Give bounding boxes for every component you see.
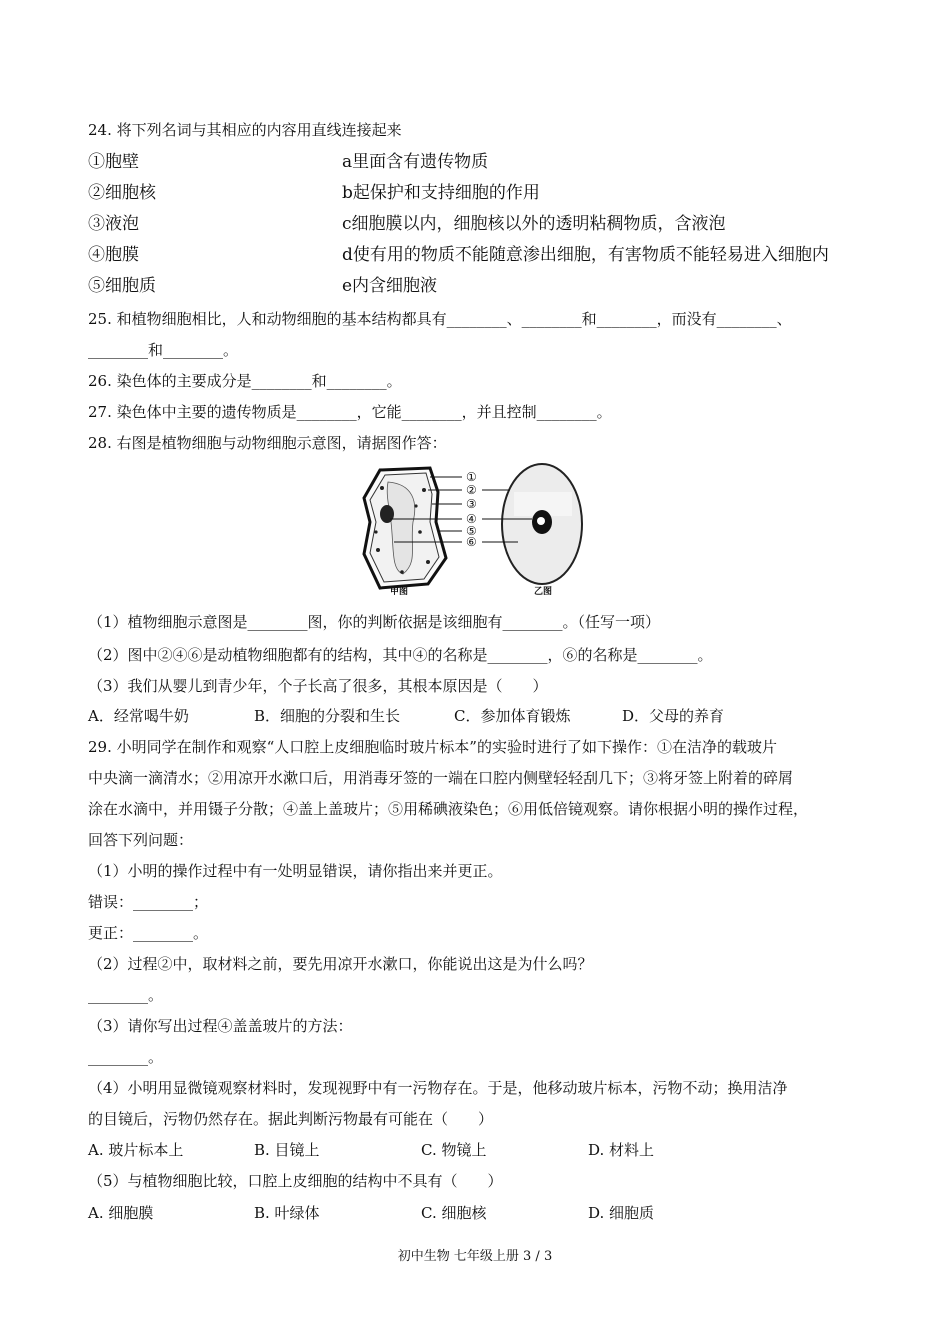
q28-sub-2: （2）图中②④⑥是动植物细胞都有的结构，其中④的名称是________，⑥的名称是________。 xyxy=(88,646,713,664)
label-5: ⑤ xyxy=(466,524,477,538)
q29-sub-4-options xyxy=(88,1140,848,1160)
label-6: ⑥ xyxy=(466,535,477,549)
q27: 27. 染色体中主要的遗传物质是________，它能________，并且控制________。 xyxy=(88,403,612,421)
option-c: C．参加体育锻炼 xyxy=(454,707,571,725)
q29-sub-2-answer: ________。 xyxy=(88,986,164,1004)
q24-stem: 24. 将下列名词与其相应的内容用直线连接起来 xyxy=(88,121,402,139)
q28-options xyxy=(88,706,848,726)
label-3: ③ xyxy=(466,497,477,511)
page-footer: 初中生物 七年级上册 3 / 3 xyxy=(397,1249,553,1264)
q24-row-3 xyxy=(88,213,726,235)
q25-line-1: 25. 和植物细胞相比，人和动物细胞的基本结构都具有________、________和________，而没有________、 xyxy=(88,310,792,328)
q29-sub-4-line-2: 的目镜后，污物仍然存在。据此判断污物最有可能在（ ） xyxy=(88,1110,494,1128)
option-b: B．细胞的分裂和生长 xyxy=(254,707,401,725)
q26: 26. 染色体的主要成分是________和________。 xyxy=(88,372,402,390)
q24-term: ②细胞核 xyxy=(88,183,156,203)
q29-stem-line-1: 29. 小明同学在制作和观察“人口腔上皮细胞临时玻片标本”的实验时进行了如下操作：①在洁净的载玻片 xyxy=(88,738,777,756)
option-d: D．父母的养育 xyxy=(622,707,725,725)
q24-term: ③液泡 xyxy=(88,214,139,234)
q24-term: ④胞膜 xyxy=(88,245,139,265)
nucleolus xyxy=(537,517,545,525)
option-a: A．经常喝牛奶 xyxy=(88,707,189,725)
cell-diagram xyxy=(358,462,588,600)
q29-error-line: 错误：________； xyxy=(88,893,209,911)
q29-stem-line-3: 涂在水滴中，并用镊子分散；④盖上盖玻片；⑤用稀碘液染色；⑥用低倍镜观察。请你根据小明的操作过程， xyxy=(88,800,809,818)
q24-row-5 xyxy=(88,275,438,297)
figure-labels xyxy=(466,470,477,549)
plant-nucleus xyxy=(380,505,394,523)
option-c: C. 物镜上 xyxy=(421,1141,487,1159)
q24-row-4 xyxy=(88,244,829,266)
option-d: D. 材料上 xyxy=(588,1141,655,1159)
q28-sub-3: （3）我们从婴儿到青少年，个子长高了很多，其根本原因是（ ） xyxy=(88,677,548,695)
q29-sub-3-answer: ________。 xyxy=(88,1048,164,1066)
caption-yi: 乙图 xyxy=(534,587,553,597)
label-1: ① xyxy=(466,470,477,484)
q24-desc: a里面含有遗传物质 xyxy=(342,152,489,172)
q29-stem-line-4: 回答下列问题： xyxy=(88,831,194,849)
q29-sub-5: （5）与植物细胞比较，口腔上皮细胞的结构中不具有（ ） xyxy=(88,1172,503,1190)
plant-cell xyxy=(364,468,446,588)
option-a: A. 细胞膜 xyxy=(88,1204,154,1222)
option-d: D. 细胞质 xyxy=(588,1204,655,1222)
q24-row-2 xyxy=(88,182,540,204)
q24-desc: e内含细胞液 xyxy=(342,276,438,296)
q29-sub-5-options xyxy=(88,1203,848,1223)
q25-line-2: ________和________。 xyxy=(88,341,239,359)
animal-cell xyxy=(502,464,582,584)
q29-stem-line-2: 中央滴一滴清水；②用凉开水漱口后，用消毒牙签的一端在口腔内侧壁轻轻刮几下；③将牙签上附着的碎屑 xyxy=(88,769,794,787)
q24-desc: d使有用的物质不能随意渗出细胞，有害物质不能轻易进入细胞内 xyxy=(342,245,829,265)
q24-desc: c细胞膜以内，细胞核以外的透明粘稠物质，含液泡 xyxy=(342,214,726,234)
q28-stem: 28. 右图是植物细胞与动物细胞示意图，请据图作答： xyxy=(88,434,447,452)
label-2: ② xyxy=(466,483,477,497)
q29-sub-3: （3）请你写出过程④盖盖玻片的方法： xyxy=(88,1017,353,1035)
q29-fix-line: 更正：________。 xyxy=(88,924,209,942)
q24-term: ①胞壁 xyxy=(88,152,139,172)
option-a: A. 玻片标本上 xyxy=(88,1141,184,1159)
q29-sub-2: （2）过程②中，取材料之前，要先用凉开水漱口，你能说出这是为什么吗？ xyxy=(88,955,593,973)
q28-sub-1: （1）植物细胞示意图是________图，你的判断依据是该细胞有________。（任写一项） xyxy=(88,613,661,631)
option-b: B. 叶绿体 xyxy=(254,1204,320,1222)
q24-term: ⑤细胞质 xyxy=(88,276,156,296)
q29-sub-1: （1）小明的操作过程中有一处明显错误，请你指出来并更正。 xyxy=(88,862,503,880)
q29-sub-4-line-1: （4）小明用显微镜观察材料时，发现视野中有一污物存在。于是，他移动玻片标本，污物不动；换用洁净 xyxy=(88,1079,788,1097)
option-c: C. 细胞核 xyxy=(421,1204,487,1222)
q24-desc: b起保护和支持细胞的作用 xyxy=(342,183,540,203)
q24-row-1 xyxy=(88,151,489,173)
label-4: ④ xyxy=(466,512,477,526)
caption-jia: 甲图 xyxy=(390,587,409,597)
option-b: B. 目镜上 xyxy=(254,1141,320,1159)
